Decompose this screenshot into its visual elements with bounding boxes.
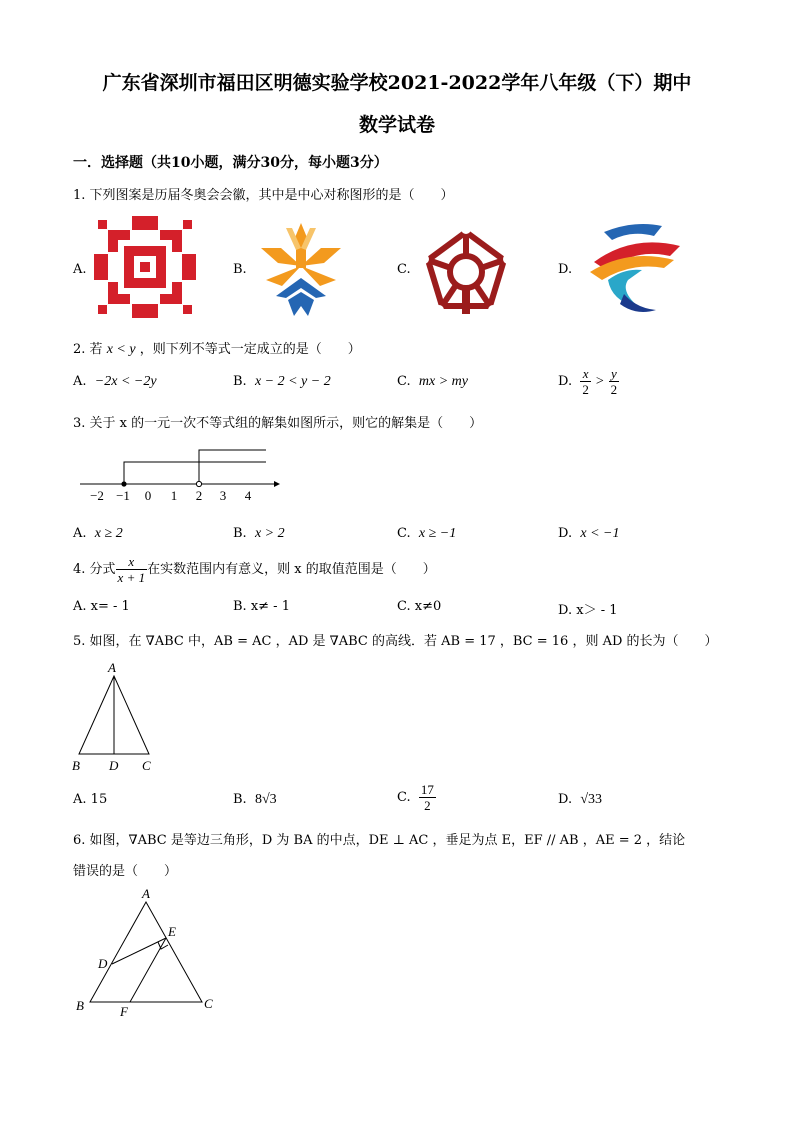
point-label: B [76, 998, 84, 1013]
q2-option-c: C. mx > my [397, 374, 468, 389]
q5-option-c: C. $\frac{17}{2}$ [397, 782, 434, 813]
q2-option-b: B. x − 2 < y − 2 [233, 374, 331, 389]
solid-point-minus-1 [121, 481, 126, 486]
tick-label: 3 [219, 488, 227, 503]
q2-condition: x < y [106, 342, 136, 357]
question-5-stem: 5. 如图，在 ∇ABC 中，AB = AC ，AD 是 ∇ABC 的高线．若 AB = 17 ，BC = 16 ，则 AD 的长为（ ） [73, 634, 718, 649]
emblem-b-icon [256, 218, 346, 318]
q4-option-b: B. x≠ - 1 [233, 599, 290, 614]
tick-label: −1 [116, 488, 130, 503]
triangle-abc [90, 902, 202, 1002]
point-label: D [109, 758, 119, 773]
point-label: E [168, 924, 176, 939]
tick-label: 0 [144, 488, 152, 503]
q3-option-a: A. x ≥ 2 [73, 526, 123, 541]
q2-d-fraction-right: $\frac{y}{2}$ [610, 366, 618, 397]
page-subtitle: 数学试卷 [358, 114, 435, 136]
point-label: B [72, 758, 80, 773]
q3-option-c: C. x ≥ −1 [397, 526, 457, 541]
tick-label: 1 [170, 488, 178, 503]
q5-option-a: A. 15 [73, 792, 108, 807]
q2-d-fraction-left: $\frac{x}{2}$ [582, 366, 589, 397]
question-1-stem: 1. 下列图案是历届冬奥会会徽，其中是中心对称图形的是（ ） [73, 188, 454, 203]
solution-bracket-right [199, 450, 266, 484]
solution-bracket-left [124, 462, 266, 484]
q1-option-b-label: B. [233, 262, 247, 277]
question-6-stem-line2: 错误的是（ ） [73, 864, 178, 879]
q4-fraction: $\frac{x}{x + 1}$ [117, 554, 146, 585]
q1-option-c-label: C. [397, 262, 411, 277]
q2-option-d: D. $\frac{x}{2}$ > $\frac{y}{2}$ [558, 366, 618, 397]
q1-option-a-label: A. [73, 262, 87, 277]
number-line-figure [78, 444, 278, 504]
question-4-stem: 4. 分式 $\frac{x}{x + 1}$ 在实数范围内有意义，则 x 的取值范围是（ ） [73, 554, 436, 585]
emblem-a-icon [94, 216, 196, 318]
q3-option-b: B. x > 2 [233, 526, 285, 541]
tick-label: −2 [90, 488, 104, 503]
q1-option-d-label: D. [558, 262, 573, 277]
q4-option-a: A. x= - 1 [73, 599, 130, 614]
q2-stem-post: ，则下列不等式一定成立的是（ ） [139, 342, 361, 357]
question-6-stem-line1: 6. 如图，∇ABC 是等边三角形，D 为 BA 的中点，DE ⊥ AC ，垂足为点 E，EF // AB ，AE = 2 ，结论 [73, 833, 686, 848]
point-label: D [98, 956, 108, 971]
point-label: A [108, 660, 116, 675]
emblem-d-icon [584, 220, 682, 316]
point-label: F [120, 1004, 128, 1019]
point-label: C [142, 758, 151, 773]
q5-c-fraction: $\frac{17}{2}$ [420, 782, 434, 813]
q5-option-d: D. √33 [558, 792, 603, 807]
q5-option-b: B. 8√3 [233, 792, 277, 807]
q2-stem-pre: 2. 若 [73, 342, 103, 357]
point-label: C [204, 996, 213, 1011]
tick-label: 2 [195, 488, 203, 503]
tick-label: 4 [244, 488, 252, 503]
segment-de [112, 938, 166, 964]
q3-option-d: D. x < −1 [558, 526, 620, 541]
q4-option-d: D. x＞ - 1 [558, 603, 618, 618]
point-label: A [142, 886, 150, 901]
q2-option-a: A. −2x < −2y [73, 374, 157, 389]
question-3-stem: 3. 关于 x 的一元一次不等式组的解集如图所示，则它的解集是（ ） [73, 416, 483, 431]
number-line-arrow [274, 481, 280, 487]
page-title: 广东省深圳市福田区明德实验学校2021-2022学年八年级（下）期中 [102, 72, 692, 94]
question-2-stem [73, 338, 361, 358]
triangle-abc-figure [72, 660, 162, 774]
section-heading: 一．选择题（共10小题，满分30分，每小题3分） [73, 155, 388, 171]
equilateral-triangle-figure [74, 888, 224, 1022]
emblem-c-icon [420, 224, 512, 316]
q4-option-c: C. x≠0 [397, 599, 442, 614]
open-point-2 [196, 481, 201, 486]
